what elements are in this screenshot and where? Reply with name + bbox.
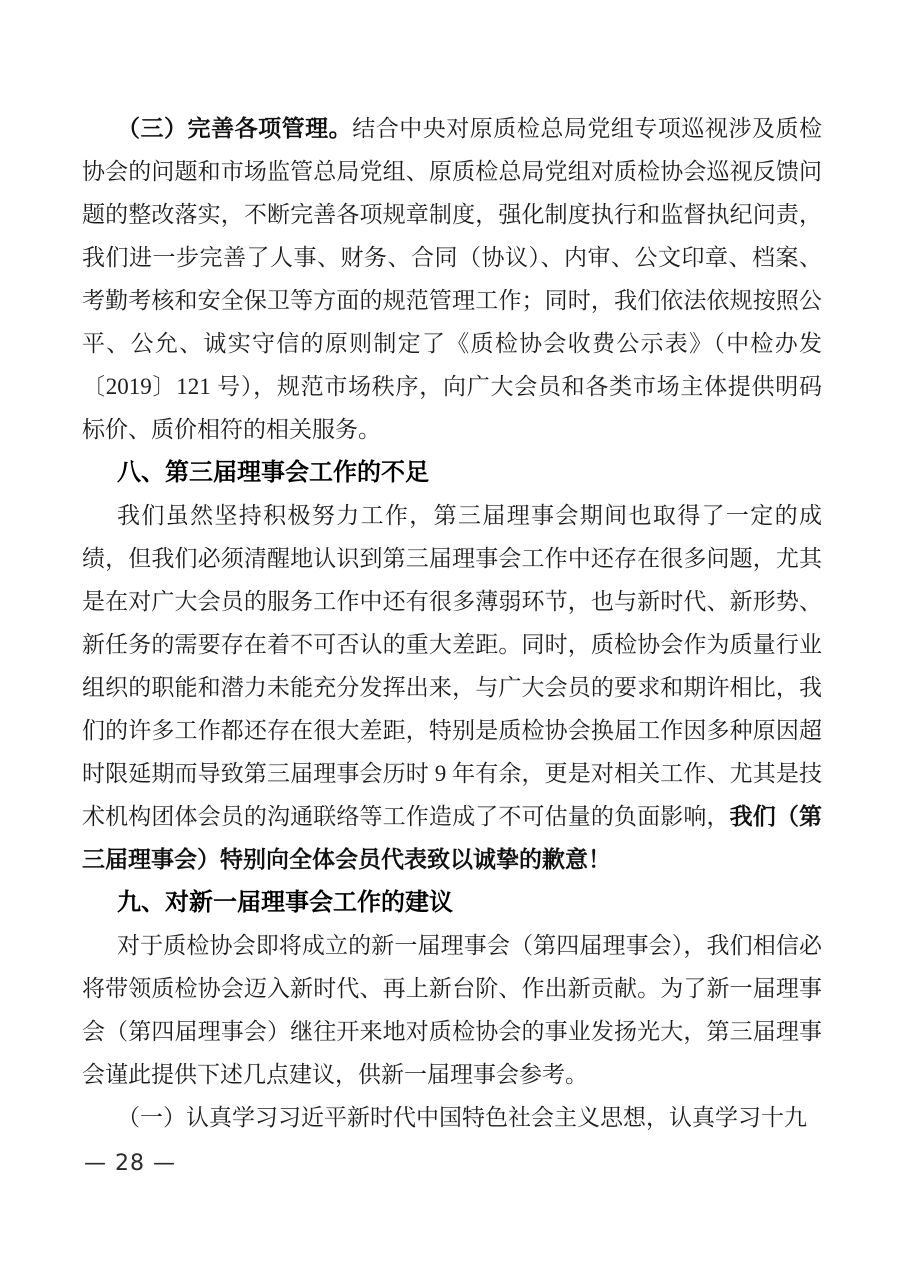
- page-number: — 28 —: [84, 1151, 176, 1176]
- paragraph-section-9-body: 对于质检协会即将成立的新一届理事会（第四届理事会），我们相信必将带领质检协会迈入新时代、再上新台阶、作出新贡献。为了新一届理事会（第四届理事会）继往开来地对质检协会的事业发扬光大，第三届理事会谨此提供下述几点建议，供新一届理事会参考。: [82, 933, 822, 1087]
- section-heading-8: 八、第三届理事会工作的不足: [117, 459, 429, 486]
- paragraph-section-8-body: [82, 494, 822, 881]
- paragraph-body-text: 我们虽然坚持积极努力工作，第三届理事会期间也取得了一定的成绩，但我们必须清醒地认识到第三届理事会工作中还存在很多问题，尤其是在对广大会员的服务工作中还有很多薄弱环节，也与新时代、新形势、新任务的需要存在着不可否认的重大差距。同时，质检协会作为质量行业组织的职能和潜力未能充分发挥出来，与广大会员的要求和期许相比，我们的许多工作都还存在很大差距，特别是质检协会换届工作因多种原因超时限延期而导致第三届理事会历时 9 年有余，更是对相关工作、尤其是技术机构团体会员的沟通联络等工作造成了不可估量的负面影响，: [82, 503, 822, 829]
- paragraph-lead-bold: （三）完善各项管理。: [117, 116, 353, 141]
- paragraph-body-text: 结合中央对原质检总局党组专项巡视涉及质检协会的问题和市场监管总局党组、原质检总局党组对质检协会巡视反馈问题的整改落实，不断完善各项规章制度，强化制度执行和监督执纪问责，我们进一步完善了人事、财务、合同（协议）、内审、公文印章、档案、考勤考核和安全保卫等方面的规范管理工作；同时，我们依法依规按照公平、公允、诚实守信的原则制定了《质检协会收费公示表》（中检办发〔2019〕121 号），规范市场秩序，向广大会员和各类市场主体提供明码标价、质价相符的相关服务。: [82, 116, 823, 442]
- paragraph-improve-management: [82, 107, 822, 451]
- section-heading-9: 九、对新一届理事会工作的建议: [117, 889, 453, 916]
- paragraph-item-one: （一）认真学习习近平新时代中国特色社会主义思想，认真学习十九: [117, 1105, 807, 1130]
- page-content: [82, 107, 822, 1139]
- paragraph-apology-bold: 我们（第三届理事会）特别向全体会员代表致以诚挚的歉意！: [82, 804, 823, 872]
